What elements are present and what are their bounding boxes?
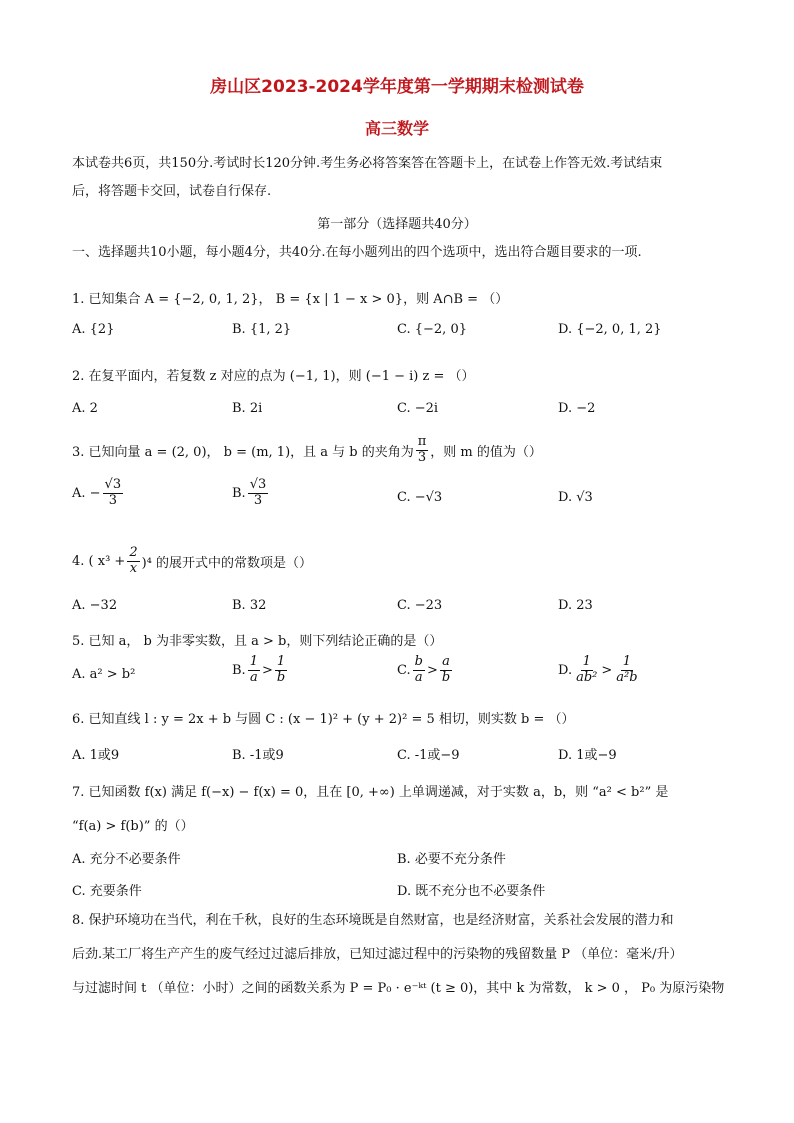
question-7-options-row-2 (72, 880, 732, 902)
q5-option-d[interactable] (558, 655, 642, 686)
q3-angle-denominator: 3 (417, 449, 427, 465)
q5-option-d-num-1: 1 (582, 654, 591, 669)
q4-stem-part-2: )⁴ 的展开式中的常数项是（） (141, 555, 313, 571)
q3-option-b-label: B. (232, 485, 246, 501)
question-8-stem (72, 904, 732, 1006)
exam-intro (72, 150, 732, 206)
q5-option-b-label: B. (232, 662, 246, 678)
q3-option-b[interactable] (232, 478, 270, 509)
q5-option-d-num-2: 1 (622, 654, 632, 669)
question-4-options (72, 598, 732, 620)
q6-option-d[interactable]: D. 1或−9 (558, 748, 617, 763)
intro-line-2: 后，将答题卡交回，试卷自行保存. (72, 184, 272, 199)
question-4-stem (72, 540, 732, 582)
q2-option-c[interactable]: C. −2i (397, 401, 439, 416)
q7-option-d[interactable]: D. 既不充分也不必要条件 (397, 884, 546, 899)
q1-option-c[interactable]: C. {−2, 0} (397, 322, 467, 337)
question-7-stem-line-2: “f(a) > f(b)” 的（） (72, 819, 194, 834)
q7-option-b[interactable]: B. 必要不充分条件 (397, 852, 506, 867)
q5-option-c-num-2: a (442, 654, 450, 669)
q2-option-b[interactable]: B. 2i (232, 401, 263, 416)
question-2-options (72, 401, 732, 423)
q4-option-a[interactable]: A. −32 (72, 598, 118, 613)
q6-option-c[interactable]: C. -1或−9 (397, 748, 460, 763)
q3-option-a-denominator: 3 (108, 492, 117, 508)
q3-angle-numerator: π (417, 433, 427, 449)
q4-fraction-denominator: x (129, 560, 138, 576)
question-3-options (72, 478, 732, 522)
q5-option-b-op: > (261, 662, 273, 678)
exam-subtitle: 高三数学 (364, 119, 429, 138)
q5-option-b-den-2: b (276, 669, 286, 685)
q5-option-c-den-1: a (414, 669, 423, 685)
q5-option-b-num-2: 1 (276, 654, 286, 669)
q5-option-c-label: C. (397, 662, 411, 678)
q7-option-c[interactable]: C. 充要条件 (72, 884, 142, 899)
q5-option-d-den-1: ab² (576, 669, 598, 685)
q4-fraction (127, 546, 139, 577)
question-5-options (72, 655, 732, 695)
q1-option-d[interactable]: D. {−2, 0, 1, 2} (558, 322, 662, 337)
q5-option-b-den-1: a (249, 669, 258, 685)
question-5-stem: 5. 已知 a， b 为非零实数，且 a > b，则下列结论正确的是（） (72, 634, 443, 649)
q3-option-d[interactable]: D. √3 (558, 490, 593, 505)
intro-line-1: 本试卷共6页，共150分.考试时长120分钟.考生务必将答案答在答题卡上，在试卷上作答无效.考试结束 (72, 156, 663, 171)
question-6-options (72, 744, 732, 766)
q4-option-d[interactable]: D. 23 (558, 598, 593, 613)
q5-option-c-op: > (426, 662, 438, 678)
exam-title: 房山区2023-2024学年度第一学期期末检测试卷 (210, 77, 584, 97)
q3-option-c[interactable]: C. −√3 (397, 490, 443, 505)
q2-option-d[interactable]: D. −2 (558, 401, 596, 416)
q6-option-a[interactable]: A. 1或9 (72, 748, 120, 763)
question-7-options-row-1 (72, 848, 732, 870)
q8-line-3: 与过滤时间 t （单位：小时）之间的函数关系为 P = P₀ · e⁻ᵏᵗ (t ≥ 0)，其中 k 为常数， k > 0 ， P₀ 为原污染物 (72, 981, 725, 996)
q4-fraction-numerator: 2 (129, 544, 138, 560)
q3-option-b-numerator: √3 (249, 477, 267, 492)
q3-stem-part-1: 3. 已知向量 a = (2, 0)， b = (m, 1)，且 a 与 b 的夹角为 (72, 444, 414, 460)
q5-option-c-den-2: b (441, 669, 451, 685)
q6-option-b[interactable]: B. -1或9 (232, 748, 284, 763)
question-7-stem-line-1: 7. 已知函数 f(x) 满足 f(−x) − f(x) = 0，且在 [0, +∞) 上单调递减，对于实数 a，b，则 “a² < b²” 是 (72, 785, 669, 800)
q5-option-c-num-1: b (414, 654, 423, 669)
q4-option-b[interactable]: B. 32 (232, 598, 267, 613)
q5-option-d-op: > (601, 662, 613, 678)
q3-stem-part-2: ，则 m 的值为（） (430, 444, 542, 460)
q1-option-a[interactable]: A. {2} (72, 322, 115, 337)
q8-line-1: 8. 保护环境功在当代，利在千秋，良好的生态环境既是自然财富，也是经济财富，关系社会发展的潜力和 (72, 913, 674, 928)
q8-line-2: 后劲.某工厂将生产产生的废气经过过滤后排放，已知过滤过程中的污染物的残留数量 P （单位：毫米/升） (72, 947, 683, 962)
q3-option-b-denominator: 3 (253, 492, 263, 508)
q3-option-a-label: A. − (72, 485, 101, 501)
q5-option-b-num-1: 1 (249, 654, 258, 669)
question-1-stem: 1. 已知集合 A = {−2, 0, 1, 2}， B = {x | 1 − x > 0}，则 A∩B = （） (72, 292, 509, 307)
q3-option-a[interactable] (72, 478, 125, 509)
q5-option-d-den-2: a²b (616, 669, 638, 685)
q5-option-b[interactable] (232, 655, 289, 686)
part-heading: 第一部分（选择题共40分） (317, 217, 477, 232)
question-1-options (72, 322, 732, 344)
q4-stem-part-1: 4. ( x³ + (72, 553, 126, 569)
q5-option-c[interactable] (397, 655, 454, 686)
question-3-stem (72, 430, 732, 470)
q5-option-a[interactable]: A. a² > b² (72, 667, 136, 682)
question-6-stem: 6. 已知直线 l : y = 2x + b 与圆 C : (x − 1)² + (y + 2)² = 5 相切，则实数 b = （） (72, 712, 575, 727)
q4-option-c[interactable]: C. −23 (397, 598, 443, 613)
section-instructions: 一、选择题共10小题，每小题4分，共40分.在每小题列出的四个选项中，选出符合题目要求的一项. (72, 245, 642, 260)
question-2-stem: 2. 在复平面内，若复数 z 对应的点为 (−1, 1)，则 (−1 − i) z = （） (72, 369, 475, 384)
q2-option-a[interactable]: A. 2 (72, 401, 98, 416)
q3-angle-fraction (416, 435, 429, 466)
q3-option-a-numerator: √3 (104, 477, 122, 492)
q7-option-a[interactable]: A. 充分不必要条件 (72, 852, 181, 867)
q5-option-d-label: D. (558, 662, 573, 678)
q1-option-b[interactable]: B. {1, 2} (232, 322, 292, 337)
